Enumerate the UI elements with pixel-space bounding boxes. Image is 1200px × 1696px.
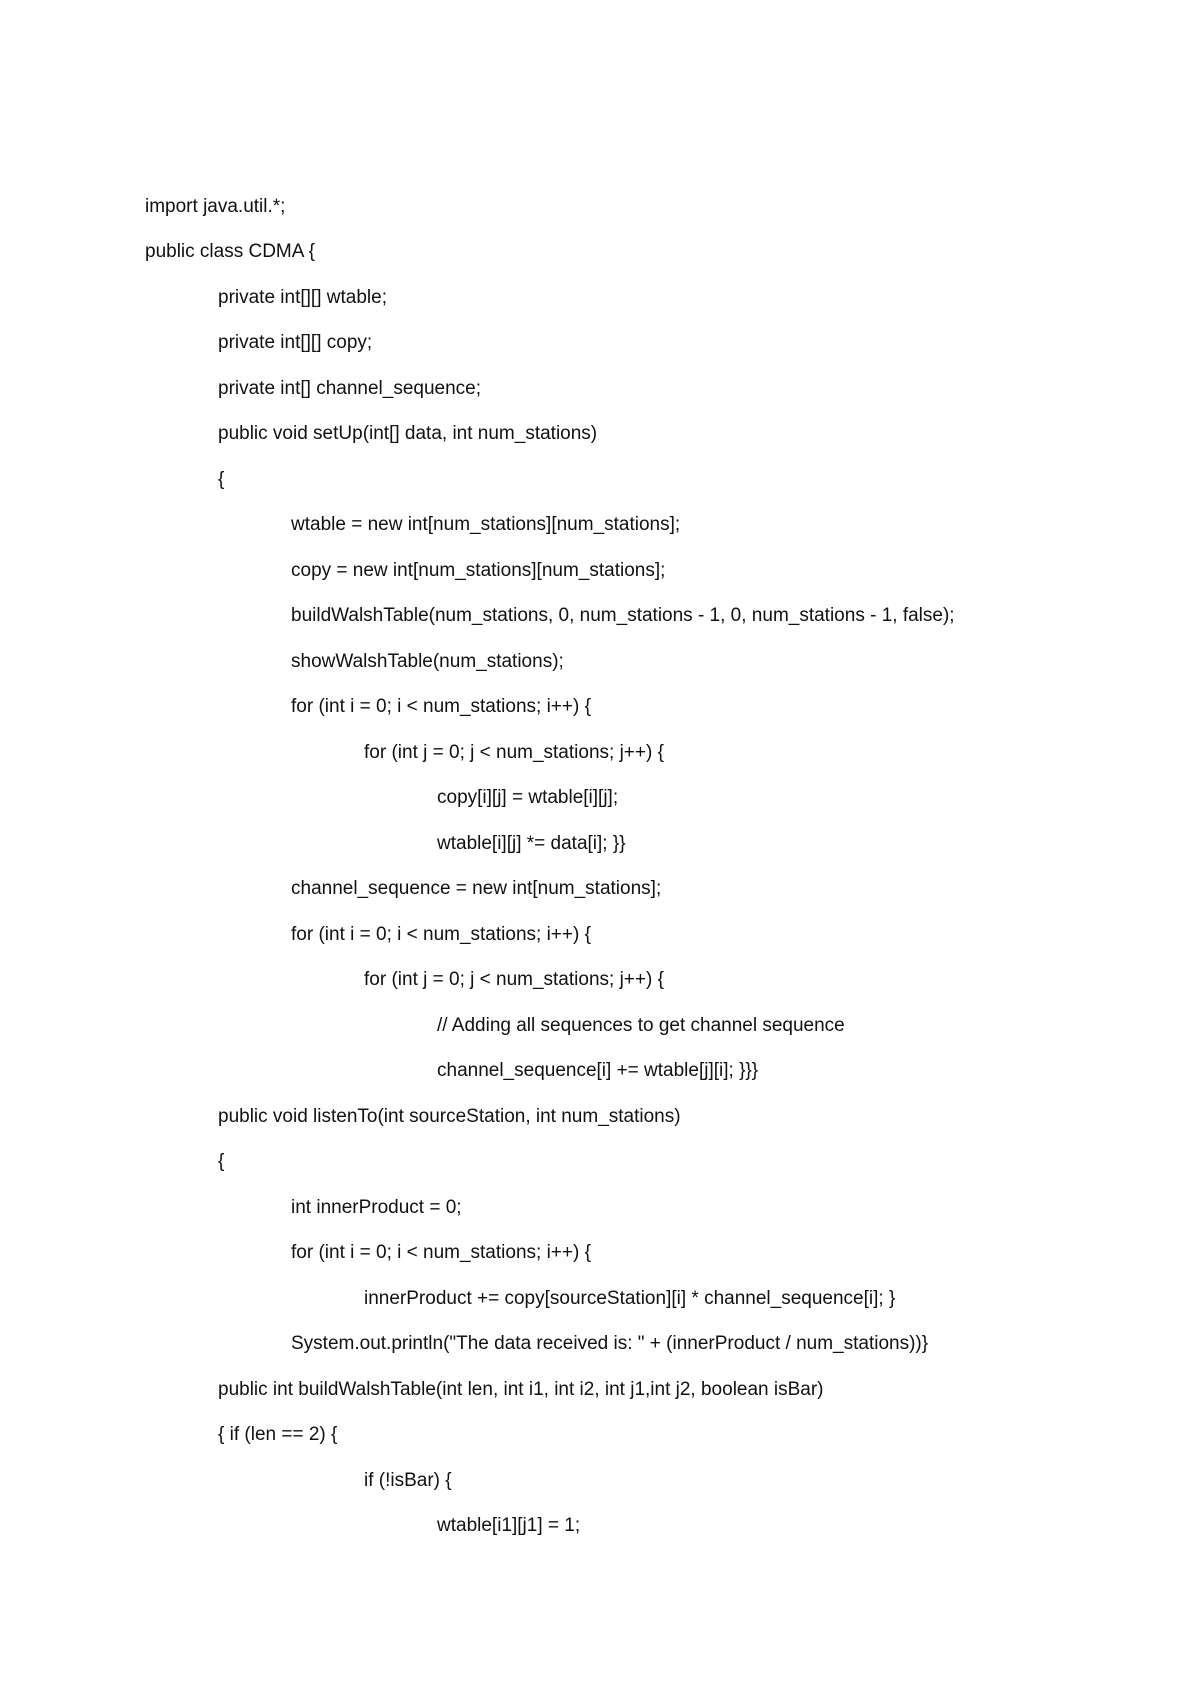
code-line: wtable[i][j] *= data[i]; }} [437,833,626,854]
code-line: if (!isBar) { [364,1470,452,1491]
code-line: int innerProduct = 0; [291,1197,462,1218]
code-line: public int buildWalshTable(int len, int i1, int i2, int j1,int j2, boolean isBar) [218,1379,824,1400]
code-line: for (int j = 0; j < num_stations; j++) { [364,742,664,763]
code-line: wtable[i1][j1] = 1; [437,1515,581,1536]
code-line: for (int i = 0; i < num_stations; i++) { [291,1242,591,1263]
code-line: import java.util.*; [145,196,286,217]
code-line: private int[][] copy; [218,332,373,353]
code-line: showWalshTable(num_stations); [291,651,564,672]
code-line: private int[] channel_sequence; [218,378,482,399]
code-line: channel_sequence[i] += wtable[j][i]; }}} [437,1060,759,1081]
code-line: { if (len == 2) { [218,1424,338,1445]
code-line: public void listenTo(int sourceStation, int num_stations) [218,1106,681,1127]
code-line: for (int j = 0; j < num_stations; j++) { [364,969,664,990]
code-line: wtable = new int[num_stations][num_stations]; [291,514,681,535]
code-line: System.out.println("The data received is: " + (innerProduct / num_stations))} [291,1333,929,1354]
code-line: copy = new int[num_stations][num_stations]; [291,560,666,581]
code-line: { [218,1151,225,1172]
code-comment: // Adding all sequences to get channel sequence [437,1015,845,1036]
code-line: for (int i = 0; i < num_stations; i++) { [291,924,591,945]
code-line: public class CDMA { [145,241,316,262]
code-line: for (int i = 0; i < num_stations; i++) { [291,696,591,717]
code-line: channel_sequence = new int[num_stations]; [291,878,662,899]
code-line: private int[][] wtable; [218,287,387,308]
code-line: { [218,469,225,490]
code-line: innerProduct += copy[sourceStation][i] * channel_sequence[i]; } [364,1288,896,1309]
code-line: copy[i][j] = wtable[i][j]; [437,787,619,808]
code-line: buildWalshTable(num_stations, 0, num_stations - 1, 0, num_stations - 1, false); [291,605,955,626]
code-line: public void setUp(int[] data, int num_stations) [218,423,598,444]
